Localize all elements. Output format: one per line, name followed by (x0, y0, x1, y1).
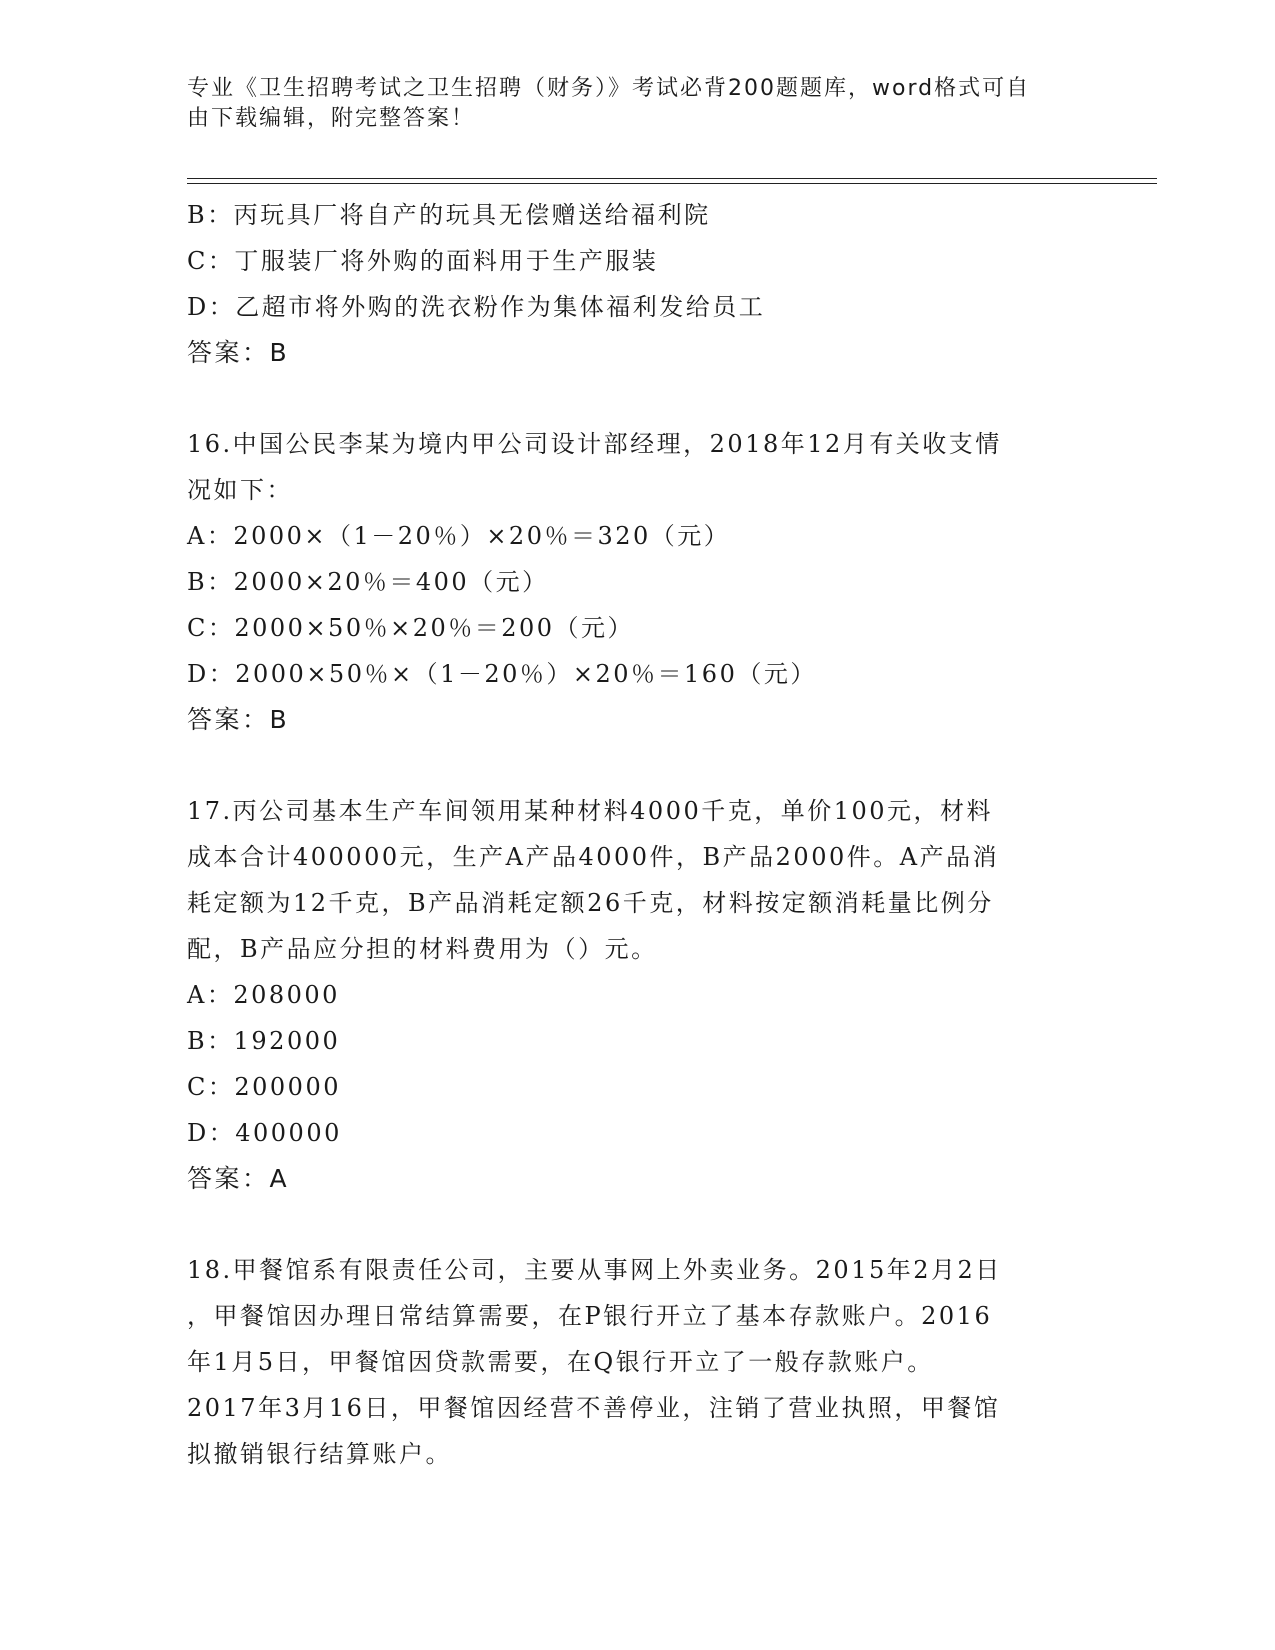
option-b: B：2000×20％＝400（元） (187, 568, 549, 596)
question-stem-line: 况如下： (187, 476, 293, 504)
question-17 (187, 788, 1087, 1202)
header-rule-bottom (187, 183, 1157, 184)
document-header (187, 74, 1067, 134)
question-16 (187, 421, 1087, 743)
header-line-1: 专业《卫生招聘考试之卫生招聘（财务）》考试必背200题题库，word格式可自 (187, 76, 1031, 101)
option-d: D：2000×50％×（1－20％）×20％＝160（元） (187, 660, 817, 688)
question-stem-line: 拟撤销银行结算账户。 (187, 1440, 452, 1468)
question-stem-line: 17.丙公司基本生产车间领用某种材料4000千克，单价100元，材料 (187, 797, 994, 825)
spacer (187, 743, 1087, 788)
header-line-2: 由下载编辑，附完整答案！ (187, 106, 476, 131)
question-18 (187, 1247, 1087, 1477)
option-a: A：208000 (187, 981, 340, 1009)
option-c: C：丁服装厂将外购的面料用于生产服装 (187, 247, 659, 275)
header-rule-top (187, 178, 1157, 179)
option-d: D：400000 (187, 1119, 342, 1147)
answer: 答案：B (187, 338, 290, 367)
option-a: A：2000×（1－20％）×20％＝320（元） (187, 522, 731, 550)
question-stem-line: ，甲餐馆因办理日常结算需要，在P银行开立了基本存款账户。2016 (187, 1302, 993, 1330)
spacer (187, 1202, 1087, 1247)
question-stem-line: 年1月5日，甲餐馆因贷款需要，在Q银行开立了一般存款账户。 (187, 1348, 934, 1376)
option-d: D：乙超市将外购的洗衣粉作为集体福利发给员工 (187, 293, 766, 321)
question-stem-line: 16.中国公民李某为境内甲公司设计部经理，2018年12月有关收支情 (187, 430, 1002, 458)
question-stem-line: 18.甲餐馆系有限责任公司，主要从事网上外卖业务。2015年2月2日 (187, 1256, 1002, 1284)
option-c: C：200000 (187, 1073, 341, 1101)
question-stem-line: 配，B产品应分担的材料费用为（）元。 (187, 935, 658, 963)
spacer (187, 376, 1087, 421)
option-b: B：192000 (187, 1027, 341, 1055)
answer: 答案：B (187, 705, 290, 734)
question-stem-line: 2017年3月16日，甲餐馆因经营不善停业，注销了营业执照，甲餐馆 (187, 1394, 1001, 1422)
question-content (187, 192, 1087, 1477)
answer: 答案：A (187, 1164, 290, 1193)
question-15 (187, 192, 1087, 376)
option-b: B：丙玩具厂将自产的玩具无偿赠送给福利院 (187, 201, 711, 229)
question-stem-line: 成本合计400000元，生产A产品4000件，B产品2000件。A产品消 (187, 843, 1000, 871)
option-c: C：2000×50％×20％＝200（元） (187, 614, 635, 642)
question-stem-line: 耗定额为12千克，B产品消耗定额26千克，材料按定额消耗量比例分 (187, 889, 994, 917)
